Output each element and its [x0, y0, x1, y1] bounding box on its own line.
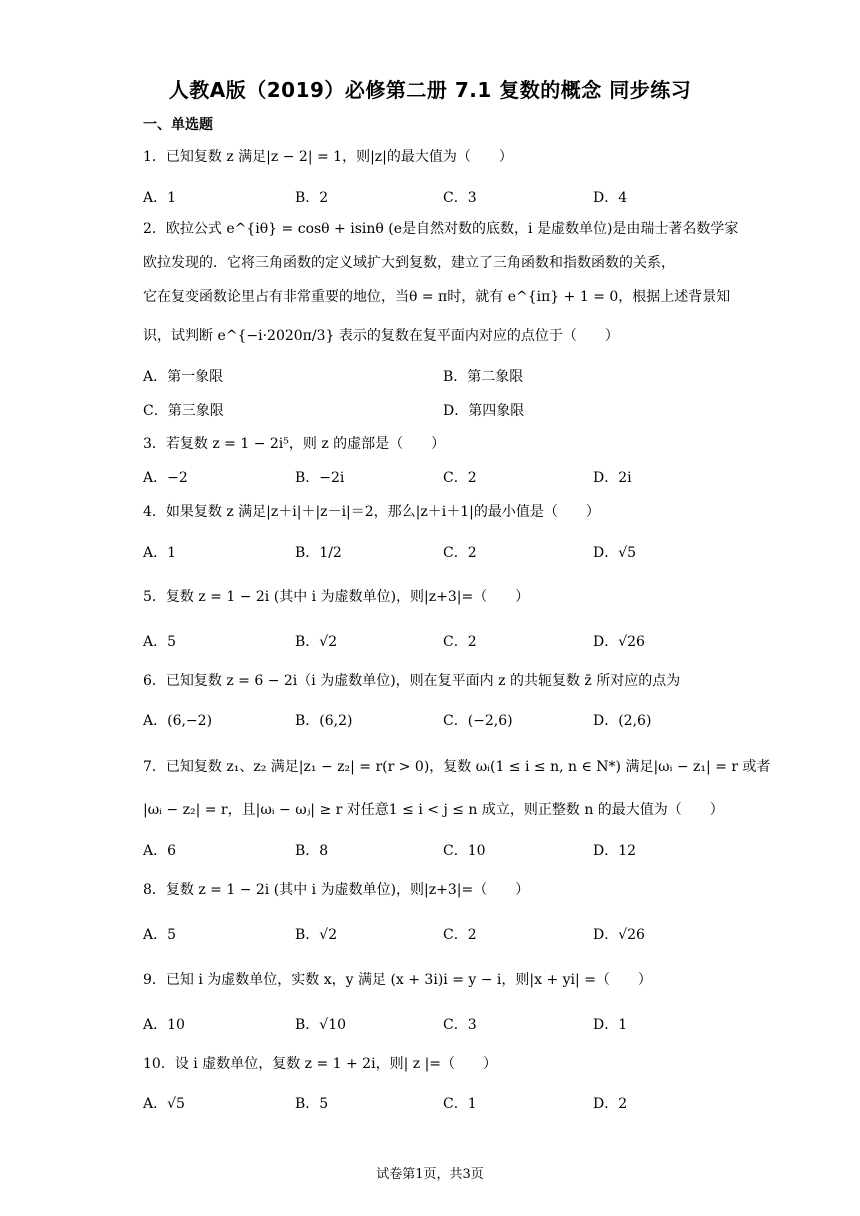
question-5-option-d: D．√26	[593, 634, 645, 650]
question-1-option-c: C．3	[443, 190, 477, 206]
question-10-option-a: A．√5	[143, 1096, 185, 1112]
question-6-option-a: A．(6,−2)	[143, 713, 213, 729]
page-footer: 试卷第1页，共3页	[376, 1167, 484, 1182]
question-2-option-a: A．第一象限	[143, 369, 224, 385]
question-4-option-b: B．1/2	[295, 545, 342, 561]
question-10-option-c: C．1	[443, 1096, 477, 1112]
question-7-stem-line-1: 7．已知复数 z₁、z₂ 满足|z₁ − z₂| = r(r > 0)，复数 ωᵢ(1 ≤ i ≤ n, n ∈ N*) 满足|ωᵢ − z₁| = r 或者	[143, 759, 771, 775]
question-2-option-c: C．第三象限	[143, 403, 224, 419]
section-heading: 一、单选题	[143, 117, 213, 133]
question-7-stem-line-2: |ωᵢ − z₂| = r，且|ωᵢ − ωⱼ| ≥ r 对任意1 ≤ i < j ≤ n 成立，则正整数 n 的最大值为（ ）	[143, 802, 724, 818]
question-10-stem: 10．设 i 虚数单位，复数 z = 1 + 2i，则| z |=（ ）	[143, 1056, 498, 1072]
question-3-option-d: D．2i	[593, 470, 632, 486]
question-1-option-b: B．2	[295, 190, 329, 206]
question-9-option-c: C．3	[443, 1017, 477, 1033]
question-7-option-c: C．10	[443, 843, 486, 859]
question-6-stem: 6．已知复数 z = 6 − 2i（i 为虚数单位)，则在复平面内 z 的共轭复数 z̄ 所对应的点为	[143, 673, 681, 689]
question-3-stem: 3．若复数 z = 1 − 2i⁵，则 z 的虚部是（ ）	[143, 436, 446, 452]
question-5-option-c: C．2	[443, 634, 477, 650]
question-2-option-d: D．第四象限	[443, 403, 525, 419]
question-3-option-c: C．2	[443, 470, 477, 486]
question-7-option-a: A．6	[143, 843, 177, 859]
question-9-option-b: B．√10	[295, 1017, 347, 1033]
question-5-stem: 5．复数 z = 1 − 2i (其中 i 为虚数单位)，则|z+3|=（ ）	[143, 589, 530, 605]
question-8-option-d: D．√26	[593, 927, 645, 943]
question-4-option-c: C．2	[443, 545, 477, 561]
question-1-stem: 1．已知复数 z 满足|z − 2| = 1，则|z|的最大值为（ ）	[143, 149, 513, 165]
question-6-option-b: B．(6,2)	[295, 713, 353, 729]
question-10-option-b: B．5	[295, 1096, 329, 1112]
question-7-option-d: D．12	[593, 843, 637, 859]
document-title: 人教A版（2019）必修第二册 7.1 复数的概念 同步练习	[168, 78, 692, 102]
question-8-option-b: B．√2	[295, 927, 338, 943]
question-5-option-a: A．5	[143, 634, 177, 650]
question-6-option-c: C．(−2,6)	[443, 713, 513, 729]
question-2-stem-line-1: 2．欧拉公式 e^{iθ} = cosθ + isinθ (e是自然对数的底数，i 是虚数单位)是由瑞士著名数学家	[143, 221, 739, 237]
question-1-option-d: D．4	[593, 190, 628, 206]
question-3-option-a: A．−2	[143, 470, 188, 486]
question-9-option-d: D．1	[593, 1017, 628, 1033]
question-3-option-b: B．−2i	[295, 470, 345, 486]
question-6-option-d: D．(2,6)	[593, 713, 652, 729]
question-2-stem-line-4: 识，试判断 e^{−i·2020π/3} 表示的复数在复平面内对应的点位于（ ）	[143, 328, 619, 344]
question-8-stem: 8．复数 z = 1 − 2i (其中 i 为虚数单位)，则|z+3|=（ ）	[143, 882, 530, 898]
question-8-option-a: A．5	[143, 927, 177, 943]
question-4-stem: 4．如果复数 z 满足|z＋i|＋|z－i|＝2，那么|z＋i＋1|的最小值是（ ）	[143, 504, 600, 520]
question-8-option-c: C．2	[443, 927, 477, 943]
question-2-stem-line-2: 欧拉发现的．它将三角函数的定义域扩大到复数，建立了三角函数和指数函数的关系，	[143, 255, 675, 271]
question-4-option-a: A．1	[143, 545, 177, 561]
question-4-option-d: D．√5	[593, 545, 637, 561]
question-10-option-d: D．2	[593, 1096, 628, 1112]
question-5-option-b: B．√2	[295, 634, 338, 650]
question-7-option-b: B．8	[295, 843, 329, 859]
question-1-option-a: A．1	[143, 190, 177, 206]
question-9-option-a: A．10	[143, 1017, 185, 1033]
question-9-stem: 9．已知 i 为虚数单位，实数 x，y 满足 (x + 3i)i = y − i，则|x + yi| =（ ）	[143, 972, 652, 988]
question-2-stem-line-3: 它在复变函数论里占有非常重要的地位，当θ = π时，就有 e^{iπ} + 1 = 0，根据上述背景知	[143, 289, 731, 305]
question-2-option-b: B．第二象限	[443, 369, 524, 385]
